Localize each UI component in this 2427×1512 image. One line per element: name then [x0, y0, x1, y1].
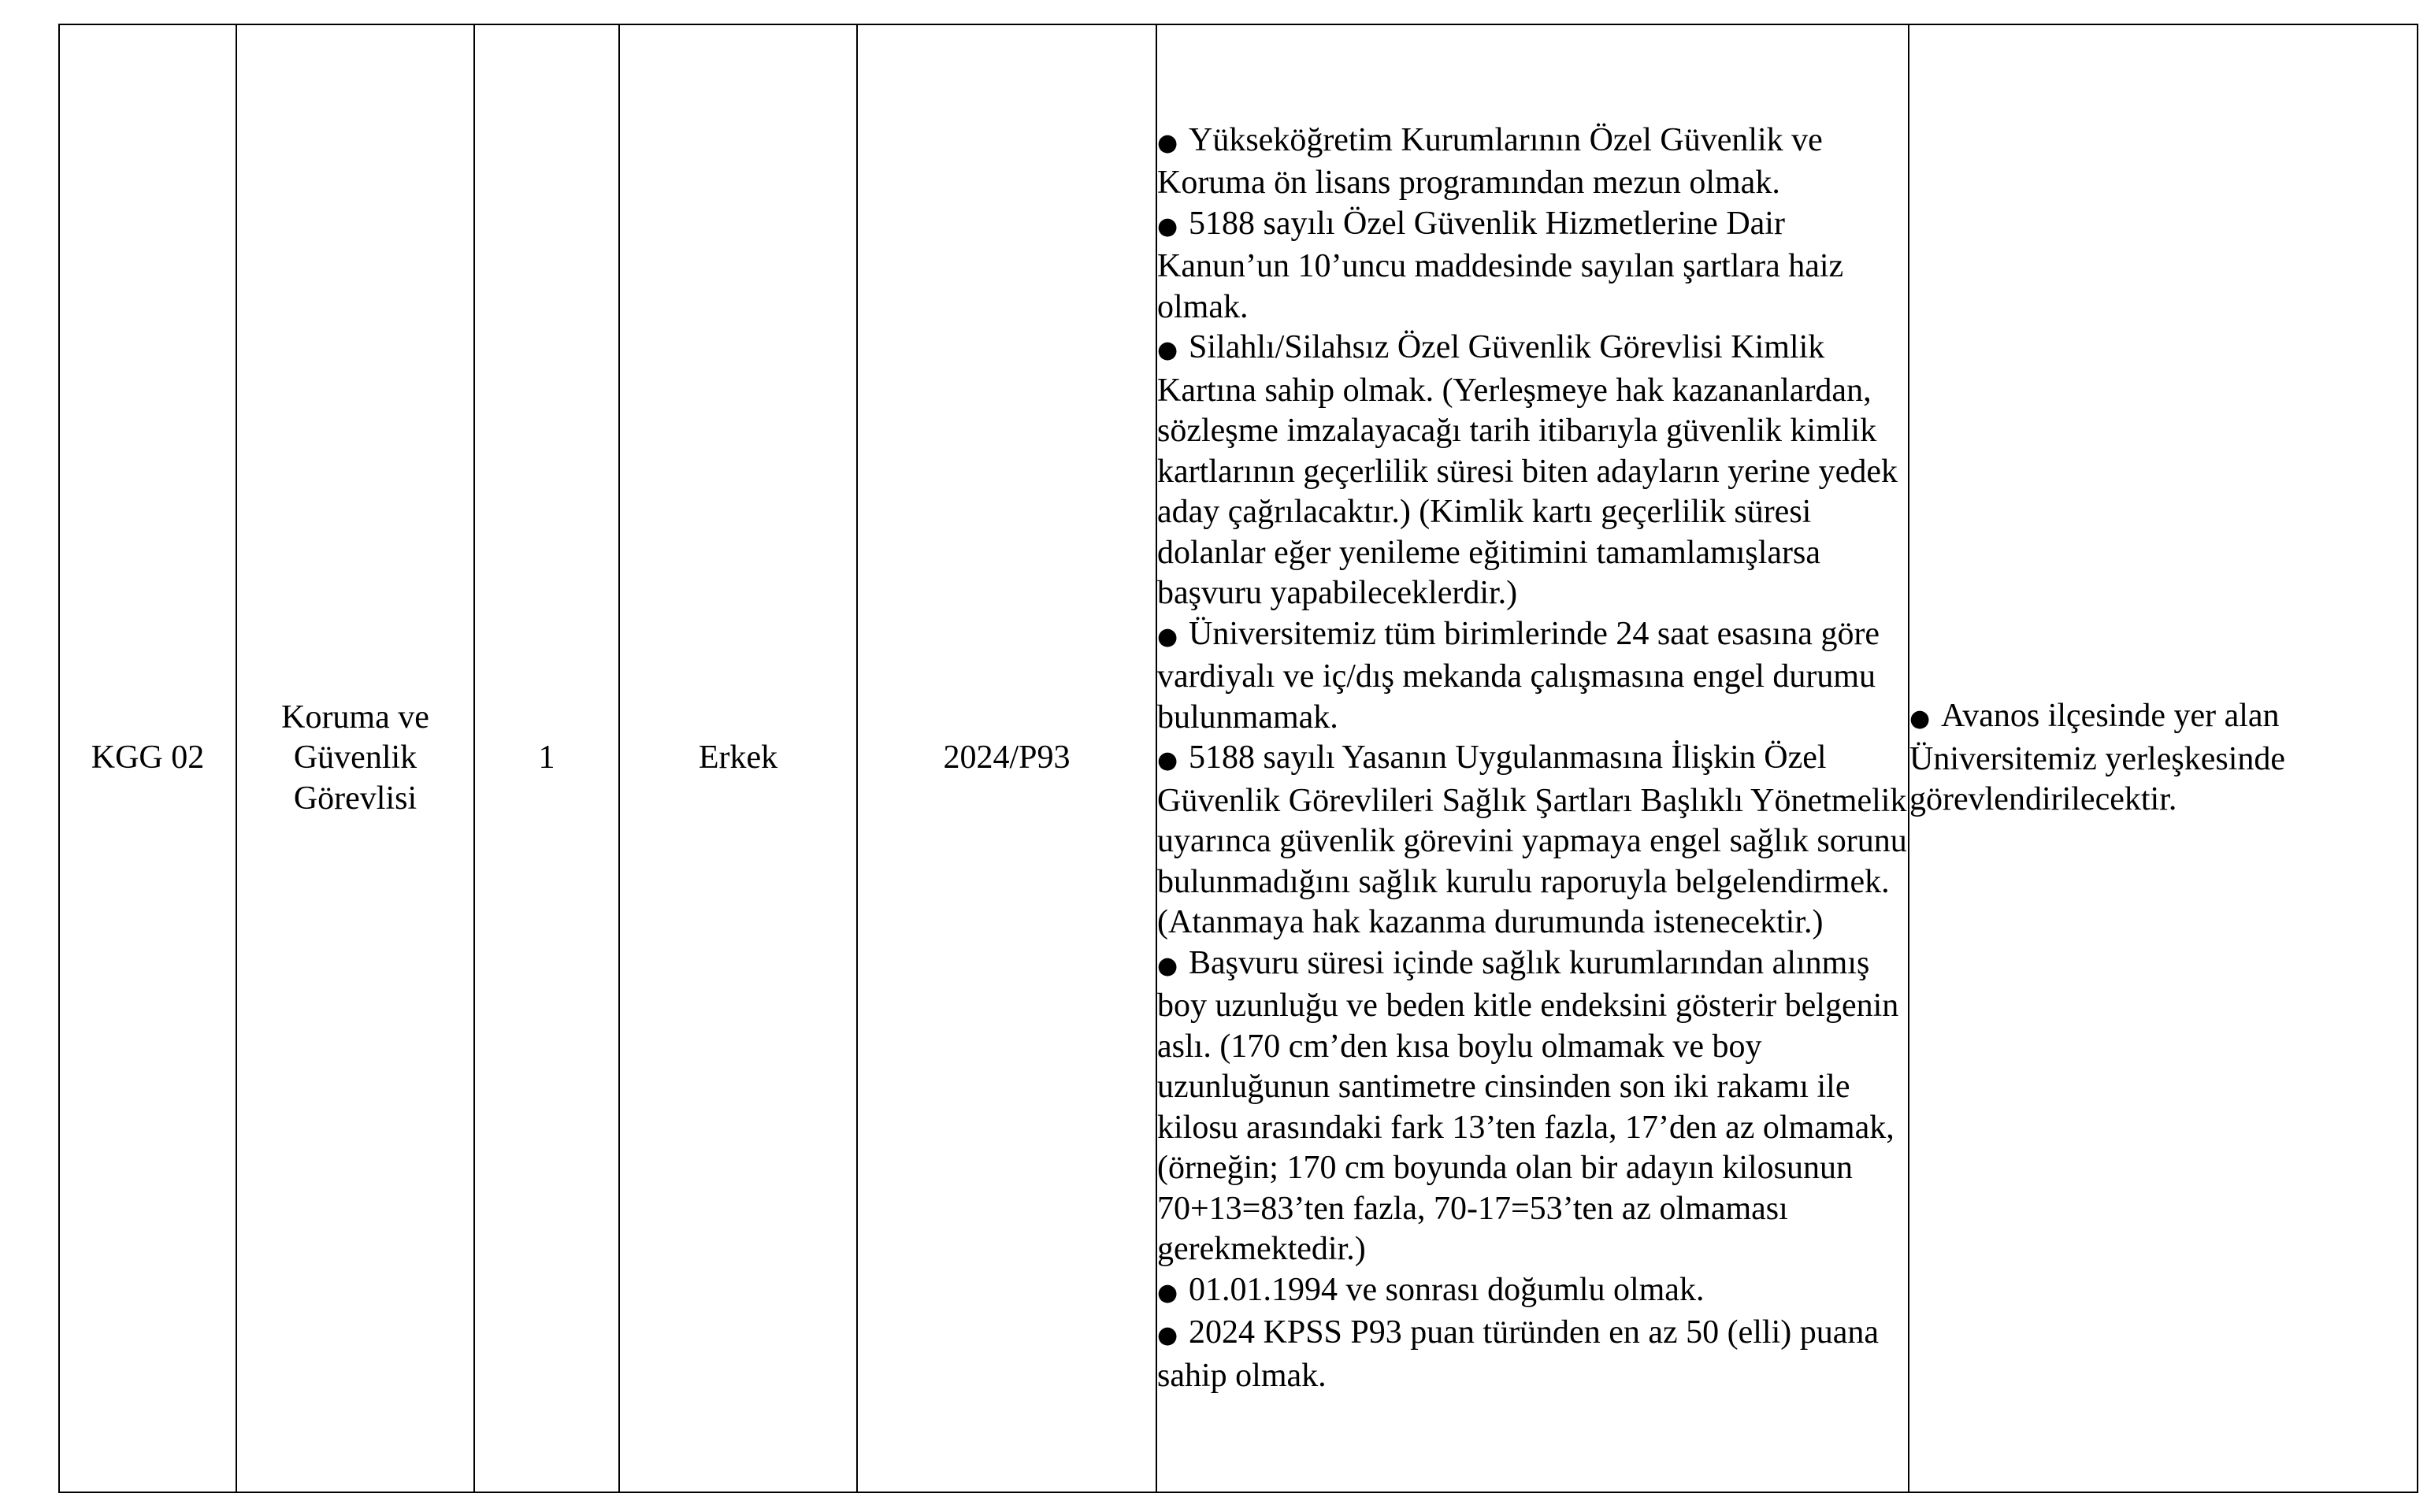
table-row [59, 24, 2418, 1492]
score-type-cell [857, 24, 1156, 1492]
note-cell [1909, 24, 2418, 1492]
list-item: ● 2024 KPSS P93 puan türünden en az 50 (elli) puana sahip olmak. [1157, 1314, 1880, 1394]
list-item: ● Üniversitemiz tüm birimlerinde 24 saat esasına göre vardiyalı ve iç/dış mekanda çalışmasına engel durumu bulunmamak. [1157, 615, 1880, 736]
bullet-dot-icon: ● [1157, 1278, 1178, 1306]
gender-cell [619, 24, 857, 1492]
position-table [58, 24, 2418, 1493]
bullet-dot-icon: ● [1157, 128, 1178, 157]
bullet-dot-icon: ● [1909, 705, 1931, 733]
list-item: ● Yükseköğretim Kurumlarının Özel Güvenlik ve Koruma ön lisans programından mezun olmak. [1157, 121, 1823, 202]
list-item: ● Silahlı/Silahsız Özel Güvenlik Görevlisi Kimlik Kartına sahip olmak. (Yerleşmeye hak kazananlardan, sözleşme imzalayacağı tarih itibarıyla güvenlik kimlik kartlarının geçerlilik süresi biten adayların yerine yedek aday çağrılacaktır.) (Kimlik kartı geçerlilik süresi dolanlar eğer yenileme eğitimini tamamlamışlarsa başvuru yapabileceklerdir.) [1157, 329, 1898, 612]
requirements-list [1157, 120, 1908, 1397]
note-item [1909, 696, 2417, 821]
position-count: 1 [538, 739, 555, 776]
list-item: ● 5188 sayılı Özel Güvenlik Hizmetlerine Dair Kanun’un 10’uncu maddesinde sayılan şartlara haiz olmak. [1157, 205, 1844, 325]
note-text: Avanos ilçesinde yer alan Üniversitemiz yerleşkesinde görevlendirilecektir. [1909, 698, 2286, 818]
position-code-cell [59, 24, 236, 1492]
bullet-dot-icon: ● [1157, 747, 1178, 775]
position-title-cell [236, 24, 474, 1492]
position-count-cell [474, 24, 619, 1492]
bullet-dot-icon: ● [1157, 336, 1178, 365]
list-item: ● 01.01.1994 ve sonrası doğumlu olmak. [1157, 1270, 1908, 1314]
list-item: ● 5188 sayılı Yasanın Uygulanmasına İlişkin Özel Güvenlik Görevlileri Sağlık Şartları Başlıklı Yönetmelik uyarınca güvenlik görevini yapmaya engel sağlık sorunu bulunmadığını sağlık kurulu raporuyla belgelendirmek. (Atanmaya hak kazanma durumunda istenecektir.) [1157, 739, 1907, 941]
bullet-dot-icon: ● [1157, 951, 1178, 980]
bullet-dot-icon: ● [1157, 1321, 1178, 1350]
bullet-dot-icon: ● [1157, 622, 1178, 650]
requirements-cell [1156, 24, 1909, 1492]
gender-value: Erkek [698, 739, 778, 776]
bullet-dot-icon: ● [1157, 212, 1178, 240]
list-item: ● Başvuru süresi içinde sağlık kurumlarından alınmış boy uzunluğu ve beden kitle endeksini gösterir belgenin aslı. (170 cm’den kısa boylu olmamak ve boy uzunluğunun santimetre cinsinden son iki rakamı ile kilosu arasındaki fark 13’ten fazla, 17’den az olmamak, (örneğin; 170 cm boyunda olan bir adayın kilosunun 70+13=83’ten fazla, 70-17=53’ten az olmaması gerekmektedir.) [1157, 944, 1899, 1268]
position-code: KGG 02 [91, 739, 205, 776]
score-type-value: 2024/P93 [943, 739, 1071, 776]
position-title: Koruma ve Güvenlik Görevlisi [281, 699, 429, 817]
